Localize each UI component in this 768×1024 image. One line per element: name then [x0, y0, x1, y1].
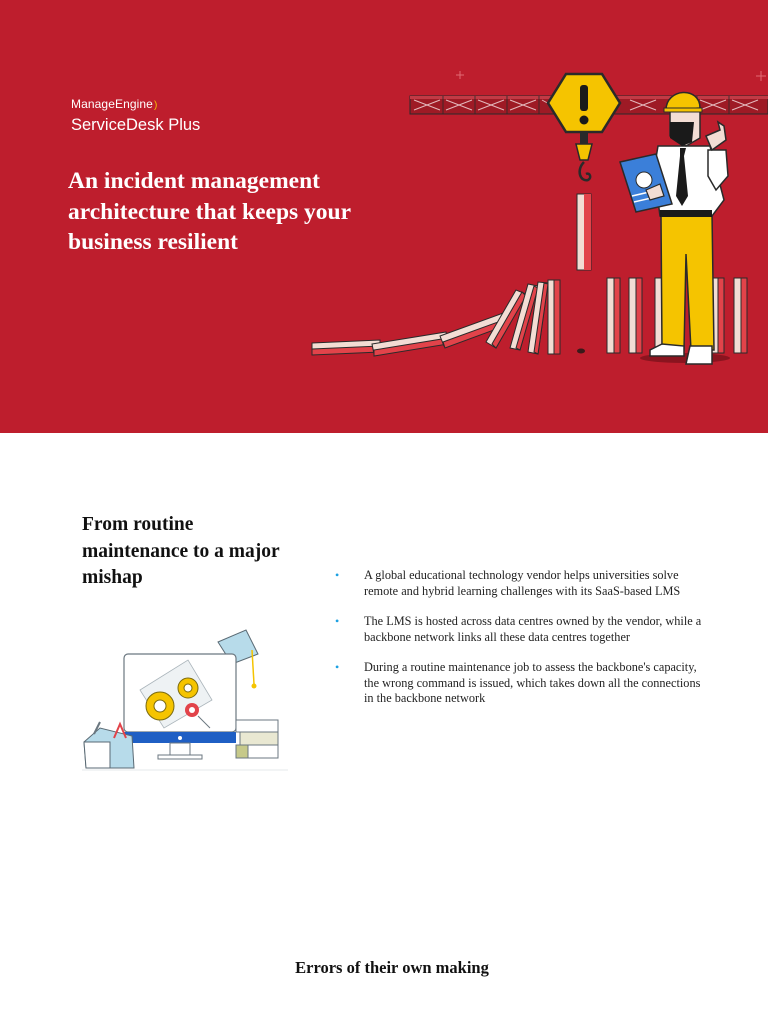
bullet-list — [330, 568, 705, 722]
computer-gears-maintenance-illustration — [80, 625, 290, 775]
bullet-dot-icon: • — [335, 614, 340, 628]
crane-hook — [576, 132, 592, 180]
hanging-domino — [577, 194, 591, 270]
bullet-dot-icon: • — [335, 568, 340, 582]
books-icon — [236, 720, 278, 758]
warning-sign-icon — [548, 74, 620, 132]
brand-logo — [71, 97, 200, 135]
section-title: From routine maintenance to a major mishap — [82, 514, 280, 588]
hero-title: An incident management architecture that keeps your business resilient — [68, 168, 351, 255]
bullet-text: During a routine maintenance job to assess the backbone's capacity, the wrong command is issued, which takes down all the connections in the backbone network — [364, 660, 701, 705]
list-item — [330, 614, 705, 645]
hero-banner — [0, 0, 768, 433]
sparkle-icon — [456, 71, 766, 81]
monitor-icon — [124, 654, 236, 759]
next-section-title: Errors of their own making — [295, 958, 489, 977]
bullet-text: The LMS is hosted across data centres owned by the vendor, while a backbone network links all these data centres together — [364, 614, 702, 644]
list-item — [330, 568, 705, 599]
brand-swoosh-icon: ) — [153, 100, 158, 111]
brand-product: ServiceDesk Plus — [71, 116, 201, 134]
brand-company: ManageEngine — [71, 97, 153, 111]
list-item — [330, 660, 705, 707]
bullet-text: A global educational technology vendor helps universities solve remote and hybrid learning challenges with its SaaS-based LMS — [364, 568, 681, 598]
ground-shadow — [577, 349, 585, 354]
bullet-dot-icon: • — [335, 660, 340, 674]
fallen-dominoes — [312, 280, 560, 356]
falling-dominoes-crane-worker-illustration — [300, 60, 768, 380]
